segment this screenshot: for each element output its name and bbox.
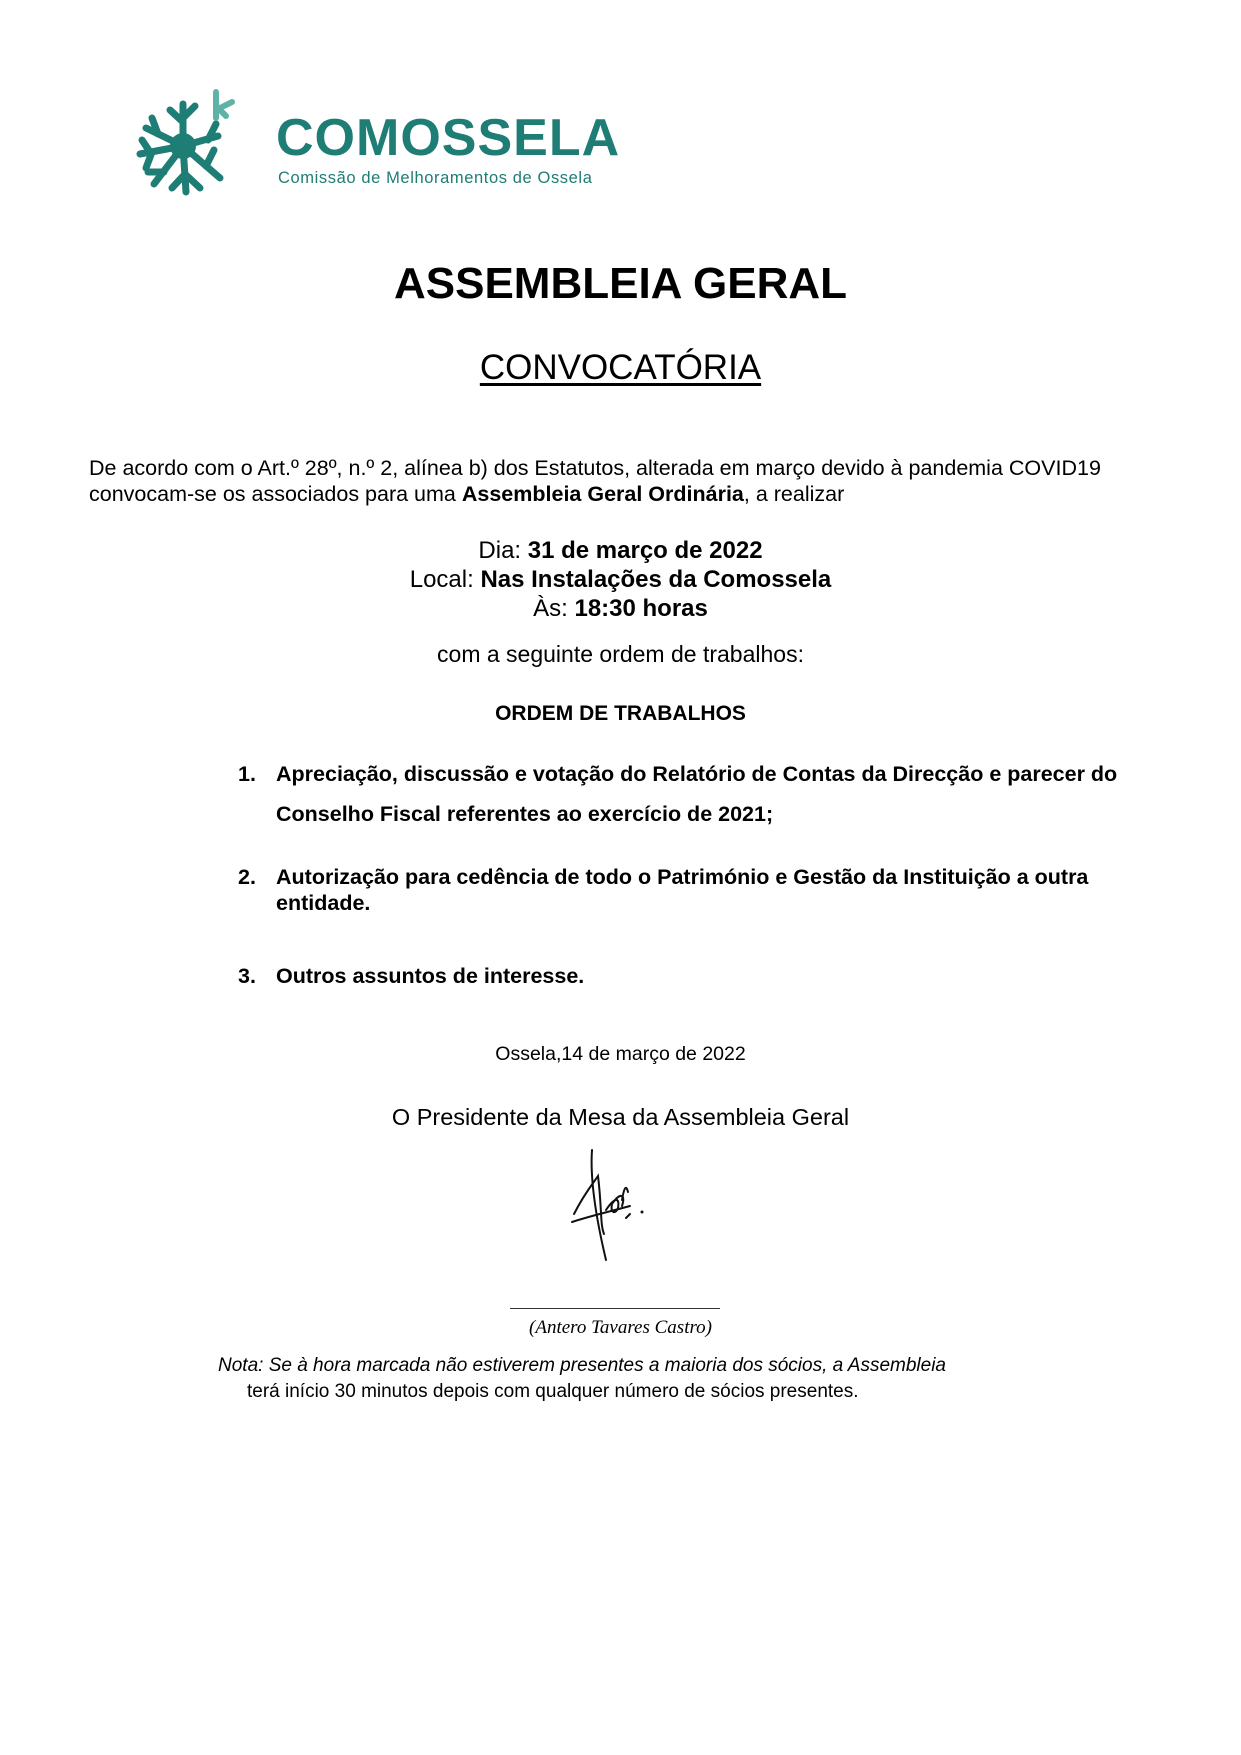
intro-text-1: De acordo com o Art.º 28º, n.º 2, alínea b) dos Estatutos, alterada em março devido à pandemia COVID19 convocam-se os associados para uma xyxy=(89,456,1101,506)
meeting-place xyxy=(0,565,1241,594)
place-label: Local: xyxy=(409,566,481,593)
signer-name: (Antero Tavares Castro) xyxy=(529,1317,712,1338)
agenda-item-number: 1. xyxy=(238,762,256,786)
signature-line xyxy=(510,1308,720,1309)
brand-name: COMOSSELA xyxy=(276,109,621,167)
agenda-item-number: 2. xyxy=(238,865,256,889)
day-label: Dia: xyxy=(478,537,528,564)
organization-logo xyxy=(128,88,628,208)
meeting-details xyxy=(0,536,1241,623)
snowflake-tree-icon xyxy=(128,88,258,208)
time-label: Às: xyxy=(533,595,575,622)
agenda-item-text: Apreciação, discussão e votação do Relatório de Contas da Direcção e parecer do Conselho Fiscal referentes ao exercício de 2021; xyxy=(276,762,1118,826)
brand-tagline: Comissão de Melhoramentos de Ossela xyxy=(278,169,593,187)
place-date: Ossela,14 de março de 2022 xyxy=(495,1043,746,1065)
meeting-time xyxy=(0,594,1241,623)
order-lead-text: com a seguinte ordem de trabalhos: xyxy=(437,641,804,667)
footnote xyxy=(218,1353,1018,1405)
agenda-item-text: Autorização para cedência de todo o Património e Gestão da Instituição a outra entidade. xyxy=(276,865,1089,915)
meeting-day xyxy=(0,536,1241,565)
intro-bold-text: Assembleia Geral Ordinária xyxy=(461,482,744,506)
agenda-item-number: 3. xyxy=(238,964,256,988)
agenda-item-text: Outros assuntos de interesse. xyxy=(276,964,585,988)
day-value: 31 de março de 2022 xyxy=(527,537,763,564)
order-heading: ORDEM DE TRABALHOS xyxy=(495,702,746,725)
subtitle-text: CONVOCATÓRIA xyxy=(479,348,762,387)
footnote-line-1: Nota: Se à hora marcada não estiverem presentes a maioria dos sócios, a Assembleia xyxy=(218,1355,946,1376)
footnote-line-2: terá início 30 minutos depois com qualquer número de sócios presentes. xyxy=(247,1381,859,1402)
document-title: ASSEMBLEIA GERAL xyxy=(393,259,848,308)
president-title: O Presidente da Mesa da Assembleia Geral xyxy=(391,1104,850,1130)
document-subtitle xyxy=(0,350,1241,385)
intro-text-2: , a realizar xyxy=(743,482,845,506)
intro-paragraph xyxy=(89,455,1109,507)
handwritten-signature xyxy=(570,1148,680,1288)
time-value: 18:30 horas xyxy=(574,595,708,622)
place-value: Nas Instalações da Comossela xyxy=(480,566,832,593)
